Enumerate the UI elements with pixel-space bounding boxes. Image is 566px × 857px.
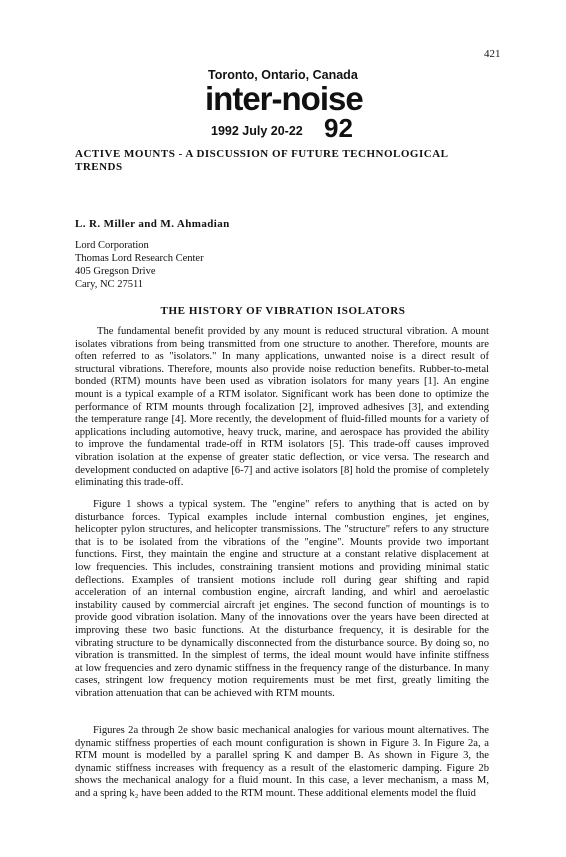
conference-logo: inter-noise xyxy=(205,80,363,117)
paragraph-line: mount is a typical example of a RTM isolator. Significant work has been done to optimize the xyxy=(75,388,489,400)
conference-location: Toronto, Ontario, Canada xyxy=(208,68,358,82)
affiliation-line: 405 Gregson Drive xyxy=(75,266,156,277)
section-heading: THE HISTORY OF VIBRATION ISOLATORS xyxy=(160,305,406,317)
paragraph-line: Figures 2a through 2e show basic mechanical analogies for various mount alternatives. The xyxy=(93,725,489,736)
paragraph-line: Figure 1 shows a typical system. The "engine" refers to anything that is acted on by xyxy=(93,499,489,510)
paragraph-line: improving these two basic functions. At the disturbance frequency, it is desirable for the xyxy=(75,624,489,636)
paragraph-line: applications including automotive, heavy truck, marine, and aerospace has provided the ability xyxy=(75,426,489,438)
paragraph-line: at low frequencies and zero dynamic stiffness in the frequency range of the disturbance. In many xyxy=(75,662,489,674)
paragraph-line: often referred to as "isolators." In many applications, unwanted noise is a direct result of xyxy=(75,351,489,363)
paragraph-2 xyxy=(75,499,489,701)
paragraph-line: bonded (RTM) mounts have been used as vibration isolators for many years [1]. An engine xyxy=(75,376,489,388)
paragraph-3 xyxy=(75,725,489,801)
affiliation-line: Cary, NC 27511 xyxy=(75,279,144,290)
title-line: ACTIVE MOUNTS - A DISCUSSION OF FUTURE TECHNOLOGICAL xyxy=(75,148,449,160)
paragraph-line: RTM mount is modelled by a parallel spring K and damper B. As shown in Figure 3, the xyxy=(75,750,489,762)
conference-date: 1992 July 20-22 xyxy=(211,124,303,138)
paragraph-line: dynamic stiffness properties of each mount configuration is shown in Figure 3. In Figure 2a, a xyxy=(75,737,489,749)
paper-title xyxy=(75,148,475,174)
paragraph-line: to improve the fundamental trade-off in RTM isolators [5]. This trade-off causes improved xyxy=(75,439,489,451)
paragraph-line: eliminating this trade-off. xyxy=(75,477,184,489)
paragraph-line: vibrating structure to be dynamically disconnected from the disturbance source. By doing so, no xyxy=(75,637,489,649)
paragraph-line: instability caused by commercial aircraft jet engines. The second function of mountings is to xyxy=(75,599,489,611)
paragraph-line: dynamic stiffness increases with frequency as a result of the elastomeric damping. Figure 2b xyxy=(75,762,489,774)
paragraph-line: structural vibrations. Therefore, mounts also provide noise reduction benefits. Rubber-to-metal xyxy=(75,363,489,375)
affiliation-line: Lord Corporation xyxy=(75,240,149,251)
paragraph-line: provide good vibration isolation. Many of the innovations over the years have been directed at xyxy=(75,612,489,624)
paragraph-line: cases, stringent low frequency motion requirements must be met first, greatly limiting the xyxy=(75,675,489,687)
title-line: TRENDS xyxy=(75,161,123,173)
paragraph-line: deflections. Examples of transient motions include roll during gear shifting and rapid xyxy=(75,574,489,586)
paragraph-line: shows the mechanical analogy for a fluid mount. In this case, a lever mechanism, a mass M, xyxy=(75,775,489,787)
conference-year: 92 xyxy=(324,113,353,143)
paragraph-line: development conducted on adaptive [6-7] and active isolators [8] hold the promise of completely xyxy=(75,464,489,476)
paragraph-line: and a spring k₂ have been added to the RTM mount. These additional elements model the fluid xyxy=(75,787,476,799)
paragraph-line: functions. First, they maintain the engine and structure at a constant relative displacement at xyxy=(75,549,489,561)
paragraph-line: isolates vibrations from being transmitted from one structure to another. Therefore, mounts are xyxy=(75,338,489,350)
paragraph-line: disturbance forces. Typical examples include internal combustion engines, jet engines, xyxy=(75,511,489,523)
paragraph-line: low frequencies. This includes, constraining transient motions and providing minimal static xyxy=(75,561,489,573)
paragraph-line: that is to be isolated from the vibrations of the "engine". Mounts provide two important xyxy=(75,536,489,548)
paragraph-line: helicopter pylon structures, and helicopter transmissions. The "structure" refers to any structure xyxy=(75,524,489,536)
paragraph-1 xyxy=(75,326,489,490)
paragraph-line: The fundamental benefit provided by any mount is reduced structural vibration. A mount xyxy=(97,326,489,337)
affiliation-line: Thomas Lord Research Center xyxy=(75,253,204,264)
paragraph-line: acceleration of an internal combustion engine, aircraft landing, and whirl and aeroelastic xyxy=(75,587,489,599)
authors: L. R. Miller and M. Ahmadian xyxy=(75,218,230,230)
paragraph-line: the temperature range [4]. More recently, the development of fluid-filled mounts for a variety of xyxy=(75,414,489,426)
paragraph-line: vibration isolation at the expense of greater static deflection, or vice versa. The research and xyxy=(75,451,489,463)
paragraph-line: vibration is transmitted. In the simplest of terms, the ideal mount would have infinite stiffness xyxy=(75,650,489,662)
page-number: 421 xyxy=(484,48,501,60)
paragraph-line: vibration attenuation that can be achieved with RTM mounts. xyxy=(75,687,335,699)
paragraph-line: performance of RTM mounts through focalization [2], improved adhesives [3], and extending xyxy=(75,401,489,413)
